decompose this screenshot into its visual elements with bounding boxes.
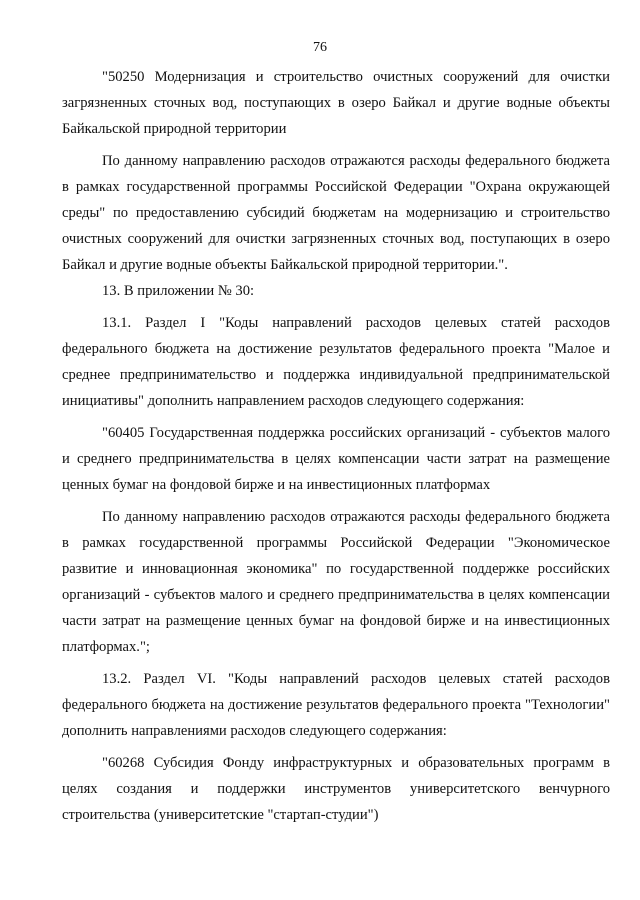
paragraph-code-50250: "50250 Модернизация и строительство очистных сооружений для очистки загрязненных сточных вод, поступающих в озеро Байкал и другие водные объекты Байкальской природной территории [62,69,610,137]
page-number: 76 [313,40,327,55]
paragraph-description-60405: По данному направлению расходов отражаются расходы федерального бюджета в рамках государственной программы Российской Федерации "Экономическое развитие и инновационная экономика" по государственной поддержке российских организаций - субъектов малого и среднего предпринимательства в целях компенсации части затрат на размещение ценных бумаг на фондовой бирже и на инвестиционных платформах."; [62,509,610,655]
paragraph-code-60268: "60268 Субсидия Фонду инфраструктурных и образовательных программ в целях создания и поддержки инструментов университетского венчурного строительства (университетские "стартап-студии") [62,755,610,823]
paragraph-description-50250: По данному направлению расходов отражаются расходы федерального бюджета в рамках государственной программы Российской Федерации "Охрана окружающей среды" по предоставлению субсидий бюджетам на модернизацию и строительство очистных сооружений для очистки загрязненных сточных вод, поступающих в озеро Байкал и другие водные объекты Байкальской природной территории.". [62,153,610,273]
paragraph-item-13-2: 13.2. Раздел VI. "Коды направлений расходов целевых статей расходов федерального бюджета на достижение результатов федерального проекта "Технологии" дополнить направлениями расходов следующего содержания: [62,671,610,739]
paragraph-item-13-1: 13.1. Раздел I "Коды направлений расходов целевых статей расходов федерального бюджета на достижение результатов федерального проекта "Малое и среднее предпринимательство и поддержка индивидуальной предпринимательской инициативы" дополнить направлением расходов следующего содержания: [62,315,610,409]
paragraph-code-60405: "60405 Государственная поддержка российских организаций - субъектов малого и среднего предпринимательства в целях компенсации части затрат на размещение ценных бумаг на фондовой бирже и на инвестиционных платформах [62,425,610,493]
document-body [62,64,610,828]
paragraph-item-13: 13. В приложении № 30: [102,283,255,299]
